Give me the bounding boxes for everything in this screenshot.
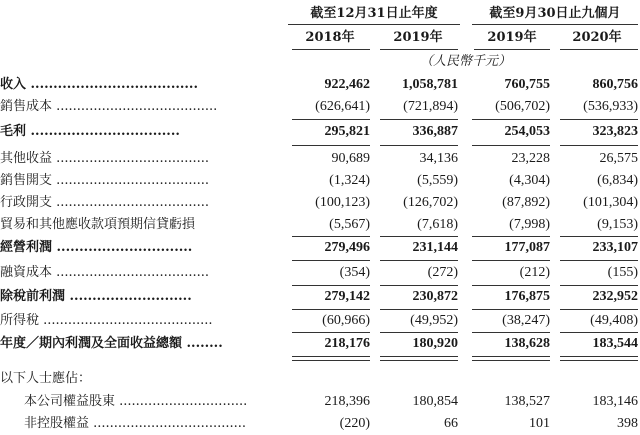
header-nine-months-underline: [472, 24, 638, 25]
table-row: [0, 286, 640, 308]
row-value: (4,304): [509, 173, 550, 188]
subtotal-line: [380, 309, 458, 310]
subtotal-line: [472, 236, 550, 237]
year-header-2018: 2018年: [305, 30, 355, 45]
subtotal-line: [560, 119, 638, 120]
subtotal-line: [380, 145, 458, 146]
subtotal-line: [472, 285, 550, 286]
row-value: (38,247): [502, 313, 550, 328]
row-value: (5,567): [329, 217, 370, 232]
row-value: (721,894): [403, 99, 458, 114]
row-label: 所得稅 .........................................: [0, 313, 213, 328]
row-value: (87,892): [502, 195, 550, 210]
row-value: 183,146: [592, 394, 638, 409]
table-row: [0, 214, 640, 236]
row-value: 218,176: [324, 336, 370, 351]
row-value: 180,854: [412, 394, 458, 409]
subtotal-line: [472, 332, 550, 333]
row-value: 398: [617, 416, 638, 431]
row-value: (7,618): [417, 217, 458, 232]
table-row: [0, 237, 640, 259]
header-nine-months-group: 截至9月30日止九個月: [489, 6, 621, 21]
subtotal-line: [472, 309, 550, 310]
row-value: 180,920: [412, 336, 458, 351]
row-value: (49,408): [590, 313, 638, 328]
table-row: [0, 170, 640, 192]
row-label: 銷售成本 .......................................: [0, 99, 218, 114]
row-label: 非控股權益 .....................................: [24, 416, 247, 431]
subtotal-line: [560, 285, 638, 286]
double-underline: [380, 356, 458, 361]
row-label: 收入 .....................................: [0, 77, 198, 92]
row-label: 貿易和其他應收款項預期信貸虧損: [0, 217, 196, 232]
row-value: 23,228: [511, 151, 550, 166]
row-value: (101,304): [583, 195, 638, 210]
subtotal-line: [560, 236, 638, 237]
subtotal-line: [560, 145, 638, 146]
row-value: (506,702): [495, 99, 550, 114]
table-row: [0, 368, 640, 390]
row-value: 176,875: [504, 289, 550, 304]
row-label: 行政開支 .....................................: [0, 195, 210, 210]
table-row: [0, 413, 640, 435]
year-header-2020-nine: 2020年: [572, 30, 622, 45]
row-value: (9,153): [597, 217, 638, 232]
year-header-2019-nine: 2019年: [487, 30, 537, 45]
row-label: 經營利潤 ..............................: [0, 240, 193, 255]
row-label: 其他收益 .....................................: [0, 151, 210, 166]
row-value: 230,872: [412, 289, 458, 304]
double-underline: [472, 356, 550, 361]
row-value: (536,933): [583, 99, 638, 114]
row-value: (7,998): [509, 217, 550, 232]
table-row: [0, 310, 640, 332]
table-row: [0, 121, 640, 143]
row-label: 年度／期內利潤及全面收益總額 ........: [0, 336, 223, 351]
row-value: 1,058,781: [402, 77, 458, 92]
row-value: (100,123): [315, 195, 370, 210]
subtotal-line: [472, 119, 550, 120]
double-underline: [292, 356, 370, 361]
row-label: 除稅前利潤 ...........................: [0, 289, 192, 304]
row-label: 銷售開支 .....................................: [0, 173, 210, 188]
row-label: 毛利 .................................: [0, 124, 180, 139]
subtotal-line: [292, 119, 370, 120]
row-value: 26,575: [599, 151, 638, 166]
subtotal-line: [560, 260, 638, 261]
row-value: (1,324): [329, 173, 370, 188]
row-value: (6,834): [597, 173, 638, 188]
row-label: 以下人士應佔：: [0, 371, 92, 386]
subtotal-line: [292, 285, 370, 286]
table-row: [0, 391, 640, 413]
year-underline-2019-nine: [474, 49, 550, 50]
subtotal-line: [292, 145, 370, 146]
table-row: [0, 96, 640, 118]
row-value: (220): [339, 416, 370, 431]
year-underline-2018: [292, 49, 370, 50]
row-value: 34,136: [419, 151, 458, 166]
row-value: (155): [607, 265, 638, 280]
row-value: 922,462: [324, 77, 370, 92]
header-year-group-underline: [288, 24, 460, 25]
subtotal-line: [380, 332, 458, 333]
row-label: 融資成本 .....................................: [0, 265, 210, 280]
row-value: 138,527: [504, 394, 550, 409]
subtotal-line: [472, 145, 550, 146]
row-value: (5,559): [417, 173, 458, 188]
row-label: 本公司權益股東 ...............................: [24, 394, 248, 409]
table-row: [0, 148, 640, 170]
currency-unit-note: （人民幣千元）: [420, 54, 512, 69]
year-underline-2019: [380, 49, 458, 50]
row-value: 177,087: [504, 240, 550, 255]
row-value: 295,821: [324, 124, 370, 139]
subtotal-line: [472, 260, 550, 261]
row-value: 138,628: [504, 336, 550, 351]
subtotal-line: [560, 309, 638, 310]
row-value: (49,952): [410, 313, 458, 328]
row-value: 101: [529, 416, 550, 431]
header-year-group: 截至12月31日止年度: [310, 6, 438, 21]
row-value: 231,144: [412, 240, 458, 255]
subtotal-line: [380, 285, 458, 286]
row-value: 760,755: [504, 77, 550, 92]
subtotal-line: [292, 332, 370, 333]
double-underline: [560, 356, 638, 361]
row-value: 336,887: [412, 124, 458, 139]
row-value: 279,496: [324, 240, 370, 255]
row-value: 279,142: [324, 289, 370, 304]
row-value: 323,823: [592, 124, 638, 139]
subtotal-line: [380, 119, 458, 120]
row-value: (60,966): [322, 313, 370, 328]
subtotal-line: [380, 260, 458, 261]
row-value: (126,702): [403, 195, 458, 210]
year-header-2019: 2019年: [393, 30, 443, 45]
table-row: [0, 74, 640, 96]
row-value: (212): [519, 265, 550, 280]
table-row: [0, 262, 640, 284]
table-row: [0, 192, 640, 214]
subtotal-line: [292, 236, 370, 237]
row-value: (626,641): [315, 99, 370, 114]
table-row: [0, 333, 640, 355]
year-underline-2020-nine: [560, 49, 638, 50]
row-value: 233,107: [592, 240, 638, 255]
row-value: 66: [444, 416, 458, 431]
row-value: 90,689: [331, 151, 370, 166]
row-value: (272): [427, 265, 458, 280]
row-value: 183,544: [592, 336, 638, 351]
subtotal-line: [560, 332, 638, 333]
subtotal-line: [292, 260, 370, 261]
row-value: (354): [339, 265, 370, 280]
row-value: 254,053: [504, 124, 550, 139]
subtotal-line: [380, 236, 458, 237]
row-value: 860,756: [592, 77, 638, 92]
subtotal-line: [292, 309, 370, 310]
row-value: 218,396: [324, 394, 370, 409]
row-value: 232,952: [592, 289, 638, 304]
